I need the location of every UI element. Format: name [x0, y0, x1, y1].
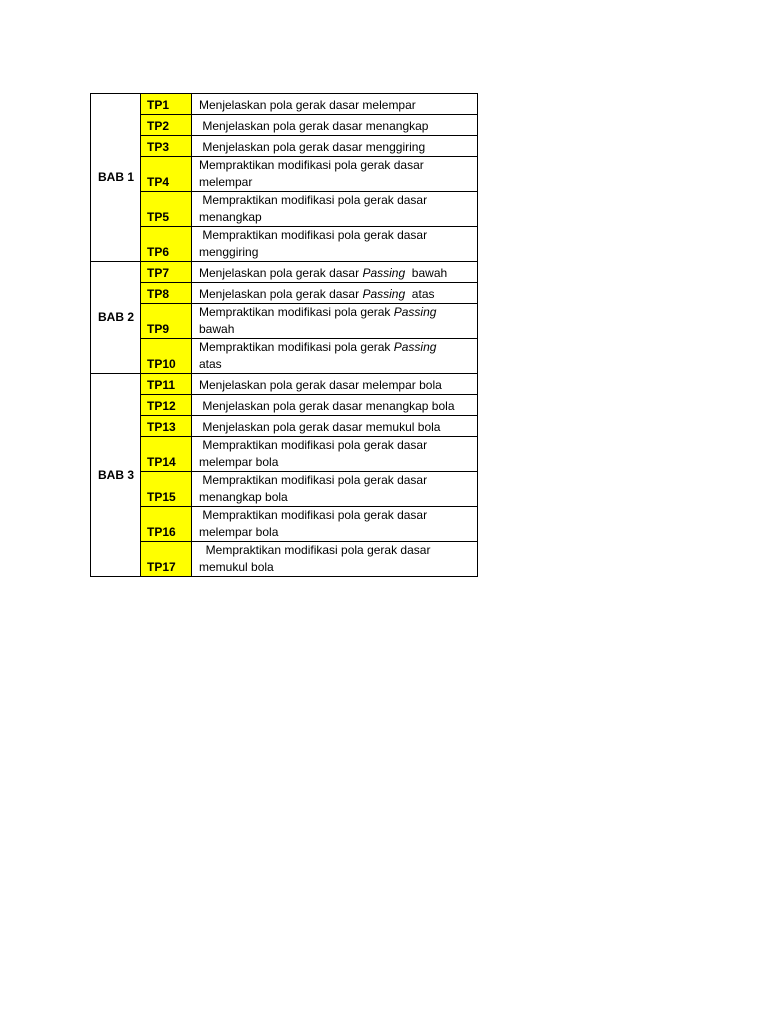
objective-text [192, 507, 478, 542]
objective-text-line: menangkap bola [199, 490, 288, 504]
objective-text-line: Mempraktikan modifikasi pola gerak dasar [199, 473, 428, 487]
table-row [91, 374, 478, 395]
objective-text [192, 437, 478, 472]
table-row [91, 157, 478, 192]
objective-code: TP4 [141, 157, 192, 192]
objective-code: TP11 [141, 374, 192, 395]
objective-text-line [199, 304, 475, 321]
objective-text-pre: Mempraktikan modifikasi pola gerak [199, 340, 394, 354]
objective-code: TP13 [141, 416, 192, 437]
objective-text-pre: Menjelaskan pola gerak dasar [199, 287, 363, 301]
table-row [91, 339, 478, 374]
table-row [91, 304, 478, 339]
objective-code: TP5 [141, 192, 192, 227]
objective-text-line [199, 339, 475, 356]
objective-text [192, 192, 478, 227]
objective-text-line: Mempraktikan modifikasi pola gerak dasar [199, 508, 428, 522]
objective-text [192, 94, 478, 115]
objective-text [192, 374, 478, 395]
objective-code: TP10 [141, 339, 192, 374]
table-row [91, 507, 478, 542]
objective-text-line: Menjelaskan pola gerak dasar menangkap [199, 119, 429, 133]
objective-text [192, 262, 478, 283]
table-row [91, 227, 478, 262]
objective-text-post: bawah [405, 266, 448, 280]
objective-text-emphasis: Passing [362, 287, 406, 301]
objective-code: TP3 [141, 136, 192, 157]
objective-text-line: atas [199, 357, 222, 371]
objective-code: TP12 [141, 395, 192, 416]
objective-text-line: menggiring [199, 245, 259, 259]
chapter-label: BAB 2 [91, 262, 141, 374]
objective-text-line: melempar bola [199, 455, 279, 469]
objective-text-line: melempar bola [199, 525, 279, 539]
objective-text-line: memukul bola [199, 560, 274, 574]
objective-text [192, 115, 478, 136]
objective-text-line: Mempraktikan modifikasi pola gerak dasar [199, 228, 428, 242]
objective-text-line: Menjelaskan pola gerak dasar menggiring [199, 140, 426, 154]
objective-text [192, 339, 478, 374]
table-row [91, 192, 478, 227]
objective-text-line: Menjelaskan pola gerak dasar memukul bola [199, 420, 441, 434]
objective-text-line: melempar [199, 175, 253, 189]
objective-text [192, 157, 478, 192]
objective-text-line: Menjelaskan pola gerak dasar melempar bola [199, 378, 442, 392]
objective-code: TP15 [141, 472, 192, 507]
objective-code: TP16 [141, 507, 192, 542]
objective-code: TP9 [141, 304, 192, 339]
objective-text-line: Menjelaskan pola gerak dasar menangkap bola [199, 399, 455, 413]
objective-text-line: Mempraktikan modifikasi pola gerak dasar [199, 438, 428, 452]
objective-code: TP1 [141, 94, 192, 115]
objective-text-emphasis: Passing [362, 266, 406, 280]
objective-text-pre: Mempraktikan modifikasi pola gerak [199, 305, 394, 319]
table-row [91, 542, 478, 577]
objective-text [192, 227, 478, 262]
table-row [91, 416, 478, 437]
objective-text [192, 136, 478, 157]
objective-text-post: atas [405, 287, 435, 301]
table-row [91, 115, 478, 136]
objective-text [192, 472, 478, 507]
objective-text-line: menangkap [199, 210, 262, 224]
objective-code: TP17 [141, 542, 192, 577]
objective-text [192, 416, 478, 437]
table-row [91, 136, 478, 157]
objective-text [192, 304, 478, 339]
objective-code: TP8 [141, 283, 192, 304]
chapter-label: BAB 1 [91, 94, 141, 262]
objective-text-line: Menjelaskan pola gerak dasar melempar [199, 98, 416, 112]
objective-text-line: Mempraktikan modifikasi pola gerak dasar [199, 158, 424, 172]
objective-code: TP7 [141, 262, 192, 283]
objective-text-emphasis: Passing [393, 305, 437, 319]
objective-text-line: Mempraktikan modifikasi pola gerak dasar [199, 193, 428, 207]
objective-text [192, 283, 478, 304]
learning-objectives-table [90, 93, 478, 577]
table-row [91, 262, 478, 283]
objective-text-line: Mempraktikan modifikasi pola gerak dasar [199, 543, 431, 557]
objective-code: TP6 [141, 227, 192, 262]
objective-text-pre: Menjelaskan pola gerak dasar [199, 266, 363, 280]
objective-code: TP2 [141, 115, 192, 136]
objective-text-emphasis: Passing [393, 340, 437, 354]
table-row [91, 94, 478, 115]
table-row [91, 283, 478, 304]
table-row [91, 437, 478, 472]
table-row [91, 395, 478, 416]
chapter-label: BAB 3 [91, 374, 141, 577]
objective-code: TP14 [141, 437, 192, 472]
objective-text [192, 395, 478, 416]
objective-text-line: bawah [199, 322, 235, 336]
objective-text [192, 542, 478, 577]
table-row [91, 472, 478, 507]
